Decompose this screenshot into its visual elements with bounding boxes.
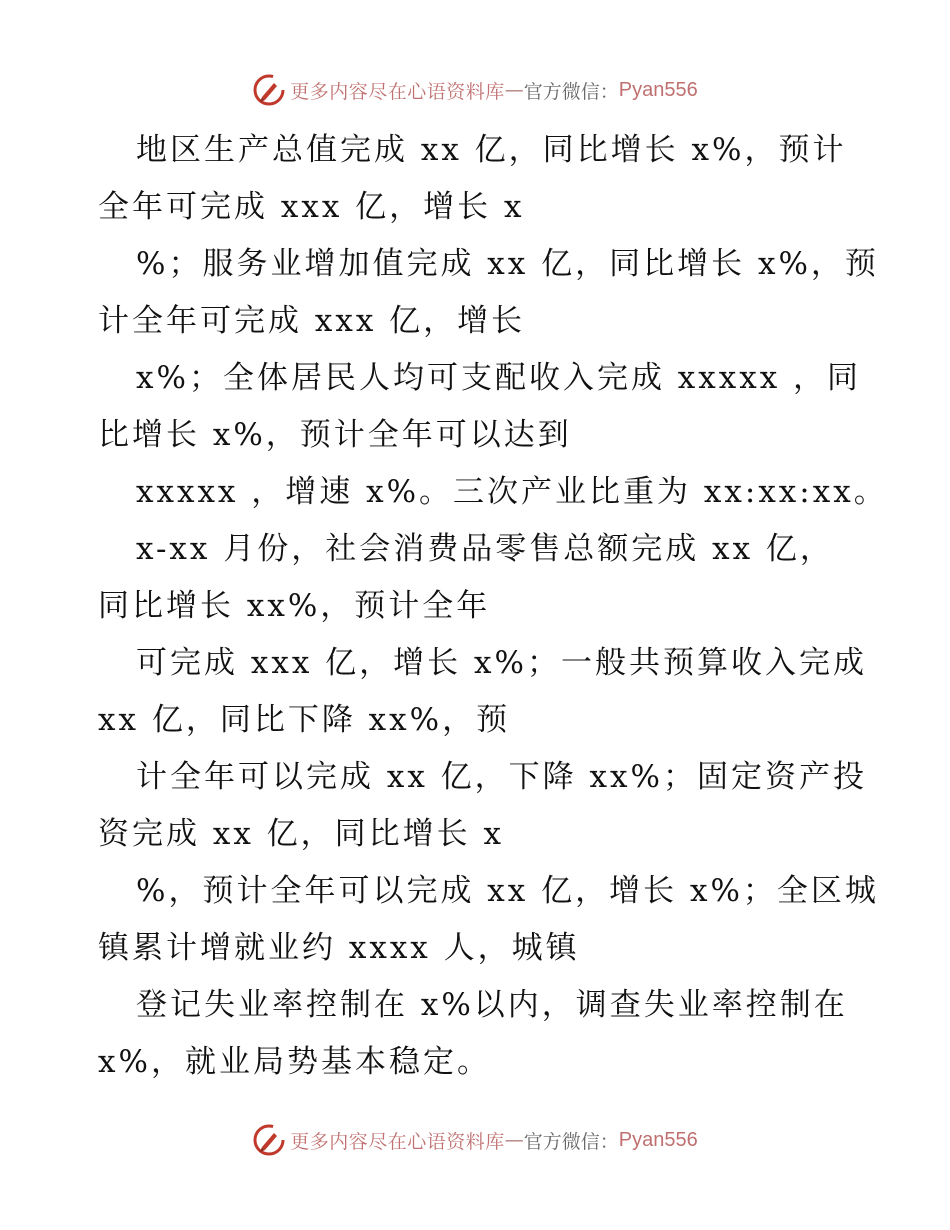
body-line: xxxxx ，增速 x%。三次产业比重为 xx:xx:xx。 bbox=[136, 474, 888, 510]
banner-wechat-handle: Pyan556 bbox=[618, 1128, 698, 1151]
body-line: xx 亿，同比下降 xx%，预 bbox=[98, 702, 511, 738]
document-body bbox=[98, 122, 888, 1091]
body-line: x%，就业局势基本稳定。 bbox=[98, 1044, 491, 1080]
pen-logo-icon bbox=[252, 1123, 286, 1157]
banner-title: 更多内容尽在心语资料库 bbox=[290, 80, 505, 103]
banner-wechat-label: 官方微信： bbox=[523, 1130, 619, 1153]
body-line: x-xx 月份，社会消费品零售总额完成 xx 亿， bbox=[136, 531, 834, 567]
banner-wechat-handle: Pyan556 bbox=[618, 78, 698, 101]
body-line: 资完成 xx 亿，同比增长 x bbox=[98, 816, 505, 852]
footer-banner bbox=[0, 1120, 950, 1160]
body-line: %，预计全年可以完成 xx 亿，增长 x%；全区城 bbox=[136, 873, 879, 909]
banner-dash: — bbox=[504, 1129, 524, 1151]
header-banner bbox=[0, 70, 950, 110]
body-line: 计全年可完成 xxx 亿，增长 bbox=[98, 303, 526, 339]
body-line: 可完成 xxx 亿，增长 x%；一般共预算收入完成 bbox=[136, 645, 867, 681]
body-line: 登记失业率控制在 x%以内，调查失业率控制在 bbox=[136, 987, 848, 1023]
body-line: 全年可完成 xxx 亿，增长 x bbox=[98, 189, 525, 225]
body-line: %；服务业增加值完成 xx 亿，同比增长 x%，预 bbox=[136, 246, 879, 282]
banner-title: 更多内容尽在心语资料库 bbox=[290, 1130, 505, 1153]
body-line: 地区生产总值完成 xx 亿，同比增长 x%，预计 bbox=[136, 132, 847, 168]
body-line: 计全年可以完成 xx 亿，下降 xx%；固定资产投 bbox=[136, 759, 867, 795]
body-line: 镇累计增就业约 xxxx 人，城镇 bbox=[98, 930, 580, 966]
body-line: 同比增长 xx%，预计全年 bbox=[98, 588, 491, 624]
banner-dash: — bbox=[504, 79, 524, 101]
banner-wechat-label: 官方微信： bbox=[523, 80, 619, 103]
pen-logo-icon bbox=[252, 73, 286, 107]
body-line: 比增长 x%，预计全年可以达到 bbox=[98, 417, 572, 453]
body-line: x%；全体居民人均可支配收入完成 xxxxx ，同 bbox=[136, 360, 862, 396]
